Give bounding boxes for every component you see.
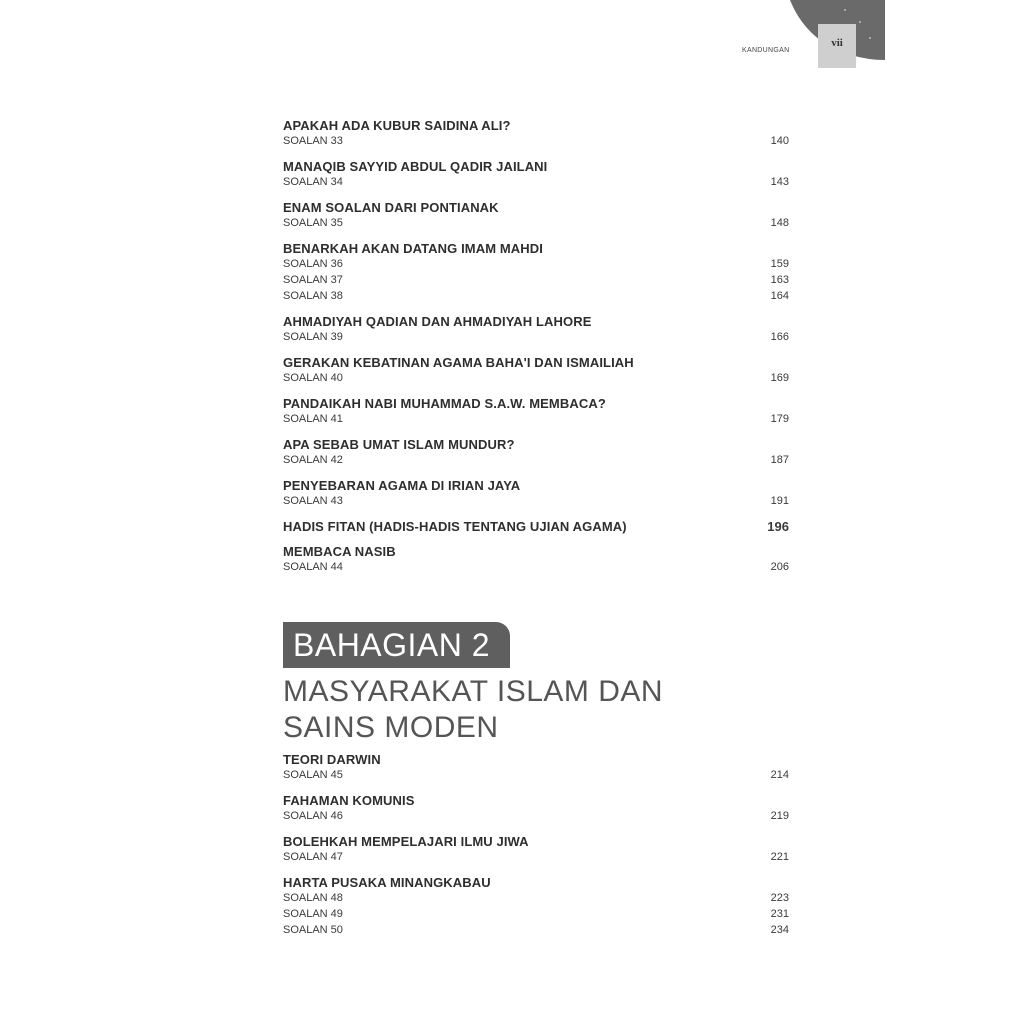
toc-entry [283,793,789,824]
toc-entry-title: APAKAH ADA KUBUR SAIDINA ALI? [283,118,511,133]
toc-entry-title: BOLEHKAH MEMPELAJARI ILMU JIWA [283,834,529,849]
toc-entry [283,118,789,149]
toc-entry [283,834,789,865]
toc-entry-title-row [283,519,789,534]
toc-question-label: SOALAN 33 [283,135,343,147]
toc-question-row [283,559,789,575]
toc-entry-title: HADIS FITAN (HADIS-HADIS TENTANG UJIAN AGAMA) [283,519,627,534]
toc-question-row [283,215,789,231]
toc-entry-title: GERAKAN KEBATINAN AGAMA BAHA'I DAN ISMAILIAH [283,355,634,370]
toc-entry-title: PANDAIKAH NABI MUHAMMAD S.A.W. MEMBACA? [283,396,606,411]
toc-question-label: SOALAN 39 [283,331,343,343]
toc-question-label: SOALAN 49 [283,908,343,920]
toc-question-label: SOALAN 46 [283,810,343,822]
toc-entry-title: AHMADIYAH QADIAN DAN AHMADIYAH LAHORE [283,314,592,329]
toc-entry [283,396,789,427]
toc-entry-title: PENYEBARAN AGAMA DI IRIAN JAYA [283,478,521,493]
toc-question-row [283,329,789,345]
toc-question-label: SOALAN 42 [283,454,343,466]
toc-page-number: 166 [770,331,789,343]
toc-question-row [283,370,789,386]
toc-page-number: 196 [767,519,789,534]
toc-question-row [283,906,789,922]
toc-entry [283,159,789,190]
toc-page-number: 206 [770,561,789,573]
toc-page-number: 231 [770,908,789,920]
toc-question-label: SOALAN 36 [283,258,343,270]
section-banner: BAHAGIAN 2 [283,622,510,668]
toc-question-row [283,808,789,824]
toc-question-row [283,890,789,906]
toc-page-number: 187 [770,454,789,466]
toc-entry [283,355,789,386]
toc-page-number: 219 [770,810,789,822]
toc-entry [283,544,789,575]
toc-entry-title: APA SEBAB UMAT ISLAM MUNDUR? [283,437,515,452]
toc-question-row [283,767,789,783]
toc-question-row [283,452,789,468]
toc-question-label: SOALAN 35 [283,217,343,229]
toc-page-number: 159 [770,258,789,270]
running-header: KANDUNGAN [742,47,790,54]
toc-question-row [283,133,789,149]
toc-entry [283,478,789,509]
toc-entry-title: HARTA PUSAKA MINANGKABAU [283,875,491,890]
toc-question-label: SOALAN 48 [283,892,343,904]
toc-part2 [283,752,789,938]
section-title-line1: MASYARAKAT ISLAM DAN [283,675,664,708]
toc-page-number: 148 [770,217,789,229]
toc-question-row [283,922,789,938]
toc-question-label: SOALAN 38 [283,290,343,302]
toc-page-number: 179 [770,413,789,425]
toc-question-row [283,411,789,427]
toc-entry [283,314,789,345]
toc-entry [283,241,789,304]
toc-question-label: SOALAN 37 [283,274,343,286]
toc-question-row [283,174,789,190]
toc-question-label: SOALAN 41 [283,413,343,425]
toc-page-number: 234 [770,924,789,936]
toc-page-number: 143 [770,176,789,188]
toc-question-row [283,493,789,509]
toc-entry-title: MANAQIB SAYYID ABDUL QADIR JAILANI [283,159,548,174]
toc-question-label: SOALAN 43 [283,495,343,507]
toc-entry-title: FAHAMAN KOMUNIS [283,793,415,808]
toc-entry [283,437,789,468]
toc-question-row [283,256,789,272]
toc-page-number: 221 [770,851,789,863]
toc-entry [283,875,789,938]
toc-question-row [283,288,789,304]
toc-question-label: SOALAN 47 [283,851,343,863]
toc-entry [283,752,789,783]
toc-page-number: 169 [770,372,789,384]
toc-page-number: 163 [770,274,789,286]
toc-question-label: SOALAN 44 [283,561,343,573]
toc-entry-title: BENARKAH AKAN DATANG IMAM MAHDI [283,241,543,256]
toc-page-number: 214 [770,769,789,781]
toc-entry-title: MEMBACA NASIB [283,544,396,559]
section-header [283,622,663,746]
toc-question-row [283,272,789,288]
toc-entry [283,200,789,231]
toc-page-number: 223 [770,892,789,904]
toc-question-label: SOALAN 34 [283,176,343,188]
section-title-line2: SAINS MODEN [283,711,499,744]
page-number: vii [818,24,856,68]
toc-entry-title: TEORI DARWIN [283,752,381,767]
toc-page-number: 191 [770,495,789,507]
toc-entry [283,519,789,534]
toc-question-row [283,849,789,865]
toc-page-number: 140 [770,135,789,147]
toc-page-number: 164 [770,290,789,302]
toc-entry-title: ENAM SOALAN DARI PONTIANAK [283,200,499,215]
toc-question-label: SOALAN 50 [283,924,343,936]
toc-part1 [283,118,789,575]
toc-question-label: SOALAN 40 [283,372,343,384]
toc-question-label: SOALAN 45 [283,769,343,781]
